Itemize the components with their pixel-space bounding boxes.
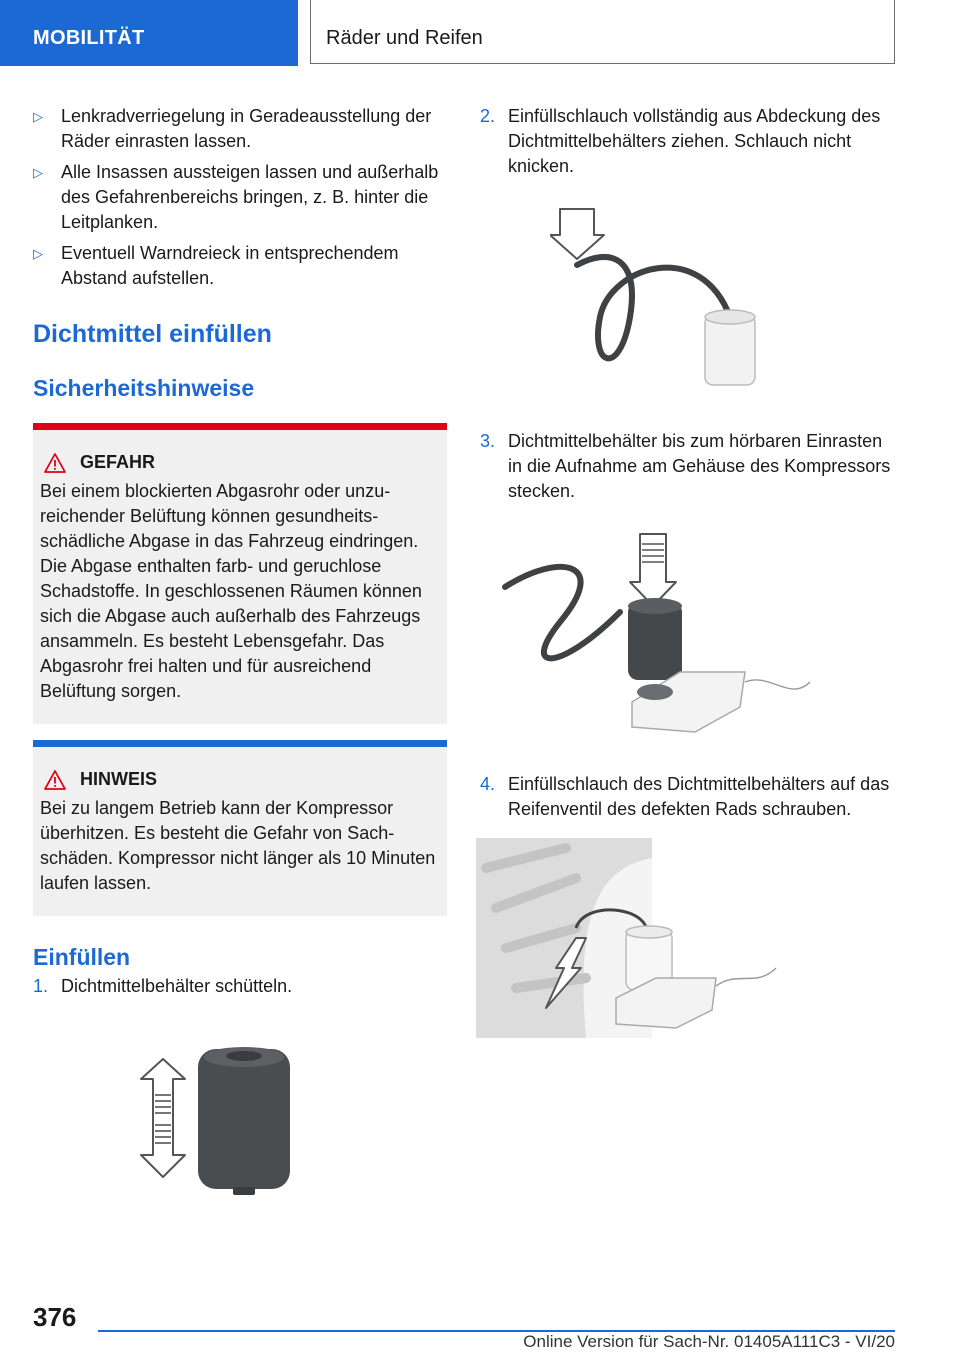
left-column bbox=[33, 104, 447, 1229]
shake-container-illustration bbox=[123, 1039, 423, 1229]
step-item bbox=[33, 974, 447, 999]
triangle-bullet-icon: ▷ bbox=[33, 246, 43, 261]
step-number: 3. bbox=[480, 431, 496, 451]
page-number: 376 bbox=[33, 1302, 77, 1332]
list-item bbox=[33, 241, 447, 291]
warning-triangle-icon bbox=[44, 770, 66, 790]
subsection-heading: Sicherheitshinweise bbox=[33, 375, 255, 401]
chapter-title: Räder und Reifen bbox=[310, 0, 895, 64]
step-text: Dichtmittelbehälter bis zum hörbaren Einrasten in die Aufnahme am Gehäuse des Kompressors stecken. bbox=[508, 431, 891, 501]
subsection-heading: Einfüllen bbox=[33, 944, 131, 970]
page-header bbox=[0, 0, 960, 66]
danger-title: GEFAHR bbox=[80, 452, 156, 472]
step-text: Einfüllschlauch vollständig aus Abdeckung des Dichtmittelbehälters ziehen. Schlauch nicht knicken. bbox=[508, 106, 881, 176]
tire-valve-illustration bbox=[476, 838, 786, 1038]
step-item bbox=[480, 104, 900, 179]
danger-box bbox=[33, 423, 447, 724]
danger-text: Bei einem blockierten Abgasrohr oder unzureichender Belüftung können gesundheitsschädliche Abgase in das Fahrzeug eindringen. Die Abgase enthalten farb- und geruchlose Schadstoffe. In geschlossenen Räumen können sich die Abgase auch außerhalb des Fahrzeugs ansammeln. Es besteht Lebensgefahr. Das Abgasrohr frei halten und für ausreichend Belüftung sorgen. bbox=[40, 481, 422, 701]
list-item-text: Lenkradverriegelung in Geradeausstellung der Räder einrasten lassen. bbox=[61, 106, 432, 151]
step-item bbox=[480, 772, 900, 822]
container-insert-illustration bbox=[500, 532, 830, 742]
list-item-text: Eventuell Warndreieck in entsprechendem Abstand aufstellen. bbox=[61, 243, 399, 288]
list-item bbox=[33, 160, 447, 235]
notice-box bbox=[33, 740, 447, 916]
list-item bbox=[33, 104, 447, 154]
notice-title: HINWEIS bbox=[80, 769, 158, 789]
warning-triangle-icon bbox=[44, 453, 66, 473]
section-heading: Dichtmittel einfüllen bbox=[33, 320, 272, 348]
list-item-text: Alle Insassen aussteigen lassen und außerhalb des Gefahrenbereichs bringen, z. B. hinter die Leitplanken. bbox=[61, 162, 439, 232]
right-column bbox=[480, 104, 900, 1038]
step-number: 1. bbox=[33, 976, 49, 996]
step-number: 4. bbox=[480, 774, 496, 794]
section-tab: MOBILITÄT bbox=[0, 0, 298, 66]
notice-text: Bei zu langem Betrieb kann der Kompressor überhitzen. Es besteht die Gefahr von Sachschäden. Kompressor nicht länger als 10 Minuten laufen lassen. bbox=[40, 798, 436, 893]
step-text: Einfüllschlauch des Dichtmittelbehälters auf das Reifenventil des defekten Rads schrauben. bbox=[508, 774, 890, 819]
hose-extraction-illustration bbox=[550, 207, 850, 407]
step-item bbox=[480, 429, 900, 504]
triangle-bullet-icon: ▷ bbox=[33, 109, 43, 124]
step-text: Dichtmittelbehälter schütteln. bbox=[61, 976, 293, 996]
step-number: 2. bbox=[480, 106, 496, 126]
footer-version-text: Online Version für Sach-Nr. 01405A111C3 - VI/20 bbox=[523, 1332, 895, 1351]
triangle-bullet-icon: ▷ bbox=[33, 165, 43, 180]
